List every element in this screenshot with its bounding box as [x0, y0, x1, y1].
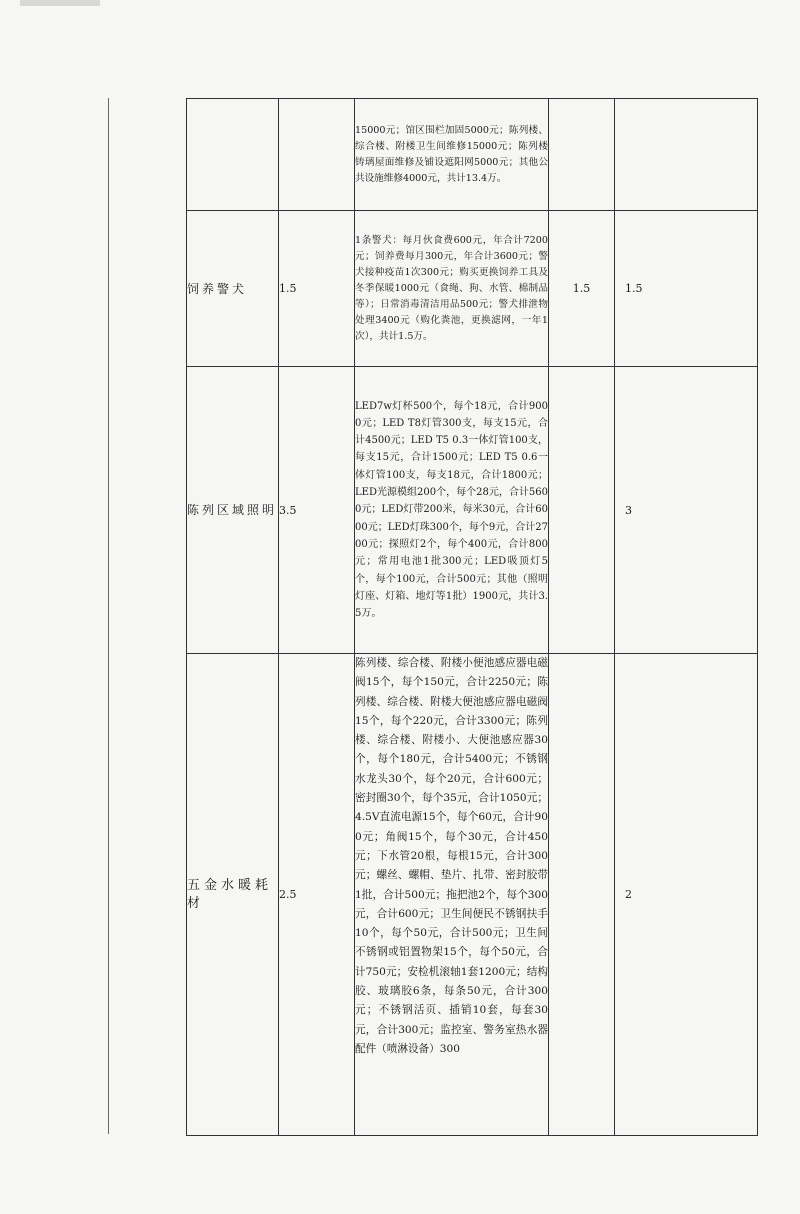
- value-cell-4: [549, 99, 615, 211]
- detail-cell: 陈列楼、综合楼、附楼小便池感应器电磁阀15个，每个150元，合计2250元；陈列楼、综合楼、附楼大便池感应器电磁阀15个，每个220元，合计3300元；陈列楼、综合楼、附楼小、大便池感应器30个，每个180元，合计5400元；不锈钢水龙头30个，每个20元，合计600元；密封圈30个，每个35元，合计1050元；4.5V直流电源15个，每个60元，合计900元；角阀15个，每个30元，合计450元；下水管20根，每根15元，合计300元；螺丝、螺帽、垫片、扎带、密封胶带1批，合计500元；拖把池2个，每个300元，合计600元；卫生间便民不锈钢扶手10个，每个50元，合计500元；卫生间不锈钢或铝置物架15个，每个50元，合计750元；安检机滚轴1套1200元；结构胶、玻璃胶6条，每条50元，合计300元；不锈钢活页、插销10套，每套30元，合计300元；监控室、警务室热水器配件（喷淋设备）300: [355, 654, 549, 1136]
- detail-cell: LED7w灯杯500个，每个18元，合计9000元；LED T8灯管300支，每支15元，合计4500元；LED T5 0.3一体灯管100支，每支15元，合计1500元；LED T5 0.6一体灯管100支，每支18元，合计1800元；LED光源模组200个，每个28元，合计5600元；LED灯带200米，每米30元，合计6000元；LED灯珠300个，每个9元，合计2700元；探照灯2个，每个400元，合计800元；常用电池1批300元；LED吸顶灯5个，每个100元，合计500元；其他（照明灯座、灯箱、地灯等1批）1900元，共计3.5万。: [355, 367, 549, 654]
- value-cell-5: 1.5: [615, 211, 758, 367]
- value-cell-4: [549, 654, 615, 1136]
- budget-table: [186, 98, 758, 1136]
- value-cell-5: 2: [615, 654, 758, 1136]
- value-cell-5: 3: [615, 367, 758, 654]
- table-row: [187, 367, 758, 654]
- scan-artifact: [20, 0, 100, 6]
- amount-cell: 2.5: [279, 654, 355, 1136]
- item-name-cell: [187, 99, 279, 211]
- table-row: [187, 99, 758, 211]
- amount-cell: [279, 99, 355, 211]
- value-cell-4: 1.5: [549, 211, 615, 367]
- detail-cell: 1条警犬：每月伙食费600元，年合计7200元；饲养费每月300元，年合计3600元；警犬接种疫苗1次300元；购买更换饲养工具及冬季保暖1000元（食绳、狗、水管、棉制品等）；日常消毒清洁用品500元；警犬排泄物处理3400元（购化粪池，更换滤网，一年1次），共计1.5万。: [355, 211, 549, 367]
- table-row: [187, 654, 758, 1136]
- table-row: [187, 211, 758, 367]
- value-cell-4: [549, 367, 615, 654]
- value-cell-5: [615, 99, 758, 211]
- detail-cell: 15000元；馆区围栏加固5000元；陈列楼、综合楼、附楼卫生间维修15000元；陈列楼铸璃屋面维修及铺设遮阳网5000元；其他公共设施维修4000元，共计13.4万。: [355, 99, 549, 211]
- amount-cell: 1.5: [279, 211, 355, 367]
- item-name-cell: 陈列区域照明: [187, 367, 279, 654]
- amount-cell: 3.5: [279, 367, 355, 654]
- item-name-cell: 饲养警犬: [187, 211, 279, 367]
- binding-margin-line: [108, 98, 109, 1134]
- item-name-cell: 五金水暖耗材: [187, 654, 279, 1136]
